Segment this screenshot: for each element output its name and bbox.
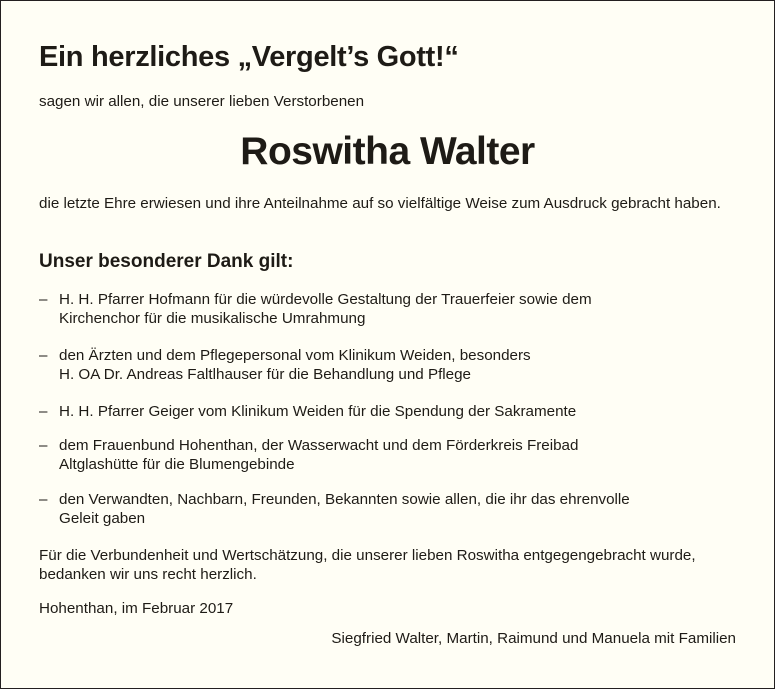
thanks-item-text — [59, 436, 739, 474]
dash-bullet: – — [39, 491, 48, 508]
dash-bullet: – — [39, 291, 48, 308]
thanks-subheading: Unser besonderer Dank gilt: — [39, 251, 294, 272]
deceased-name: Roswitha Walter — [240, 130, 535, 173]
thanks-item-line: H. H. Pfarrer Geiger vom Klinikum Weiden für die Spendung der Sakramente — [59, 403, 577, 420]
dash-bullet: – — [39, 403, 48, 420]
thanks-item-line: H. H. Pfarrer Hofmann für die würdevolle Gestaltung der Trauerfeier sowie dem — [59, 291, 592, 308]
thanks-item-text — [59, 490, 739, 528]
thanks-item-text — [59, 402, 739, 421]
heading: Ein herzliches „Vergelt’s Gott!“ — [39, 41, 459, 73]
thanks-item-line: den Ärzten und dem Pflegepersonal vom Klinikum Weiden, besonders — [59, 347, 531, 364]
place-date: Hohenthan, im Februar 2017 — [39, 600, 234, 617]
thanks-item-line: Geleit gaben — [59, 510, 146, 527]
closing-paragraph: Für die Verbundenheit und Wertschätzung, die unserer lieben Roswitha entgegengebracht wurde, bedanken wir uns recht herzlich. — [39, 547, 696, 583]
intro-text: sagen wir allen, die unserer lieben Verstorbenen — [39, 93, 365, 110]
thanks-item-text — [59, 290, 739, 328]
dash-bullet: – — [39, 347, 48, 364]
thanks-item-text — [59, 346, 739, 384]
dash-bullet: – — [39, 437, 48, 454]
thanks-item-line: den Verwandten, Nachbarn, Freunden, Bekannten sowie allen, die ihr das ehrenvolle — [59, 491, 630, 508]
acknowledgement-paragraph: die letzte Ehre erwiesen und ihre Anteilnahme auf so vielfältige Weise zum Ausdruck gebracht haben. — [39, 195, 721, 212]
signature: Siegfried Walter, Martin, Raimund und Manuela mit Familien — [331, 630, 736, 647]
thanks-item-line: H. OA Dr. Andreas Faltlhauser für die Behandlung und Pflege — [59, 366, 472, 383]
thanks-item-line: dem Frauenbund Hohenthan, der Wasserwacht und dem Förderkreis Freibad — [59, 437, 579, 454]
thanks-item-line: Altglashütte für die Blumengebinde — [59, 456, 295, 473]
thanks-item-line: Kirchenchor für die musikalische Umrahmung — [59, 310, 366, 327]
